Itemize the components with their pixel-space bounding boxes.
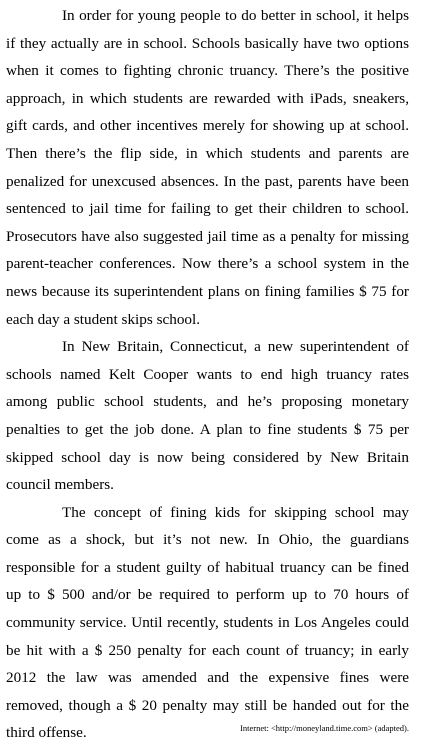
paragraph-2: In New Britain, Connecticut, a new superintendent of schools named Kelt Cooper wants to end high truancy rates among public school students, and he’s proposing monetary penalties to get the job done. A plan to fine students $ 75 per skipped school day is now being considered by New Britain council members. (6, 338, 409, 494)
source-citation: Internet: <http://moneyland.time.com> (adapted). (240, 723, 409, 733)
paragraph-1: In order for young people to do better in school, it helps if they actually are in school. Schools basically have two options when it comes to fighting chronic truancy. There’s the positive approach, in which students are rewarded with iPads, sneakers, gift cards, and other incentives merely for showing up at school. Then there’s the flip side, in which students and parents are penalized for unexcused absences. In the past, parents have been sentenced to jail time for failing to get their children to school. Prosecutors have also suggested jail time as a penalty for missing parent-teacher conferences. Now there’s a school system in the news because its superintendent plans on fining families $ 75 for each day a student skips school. (6, 7, 409, 328)
paragraph-3: The concept of fining kids for skipping school may come as a shock, but it’s not new. In Ohio, the guardians responsible for a student guilty of habitual truancy can be fined up to $ 500 and/or be required to perform up to 70 hours of community service. Until recently, students in Los Angeles could be hit with a $ 250 penalty for each count of truancy; in early 2012 the law was amended and the expensive fines were removed, though a $ 20 penalty may still be handed out for the third offense. (6, 503, 409, 742)
article-body (6, 2, 409, 747)
